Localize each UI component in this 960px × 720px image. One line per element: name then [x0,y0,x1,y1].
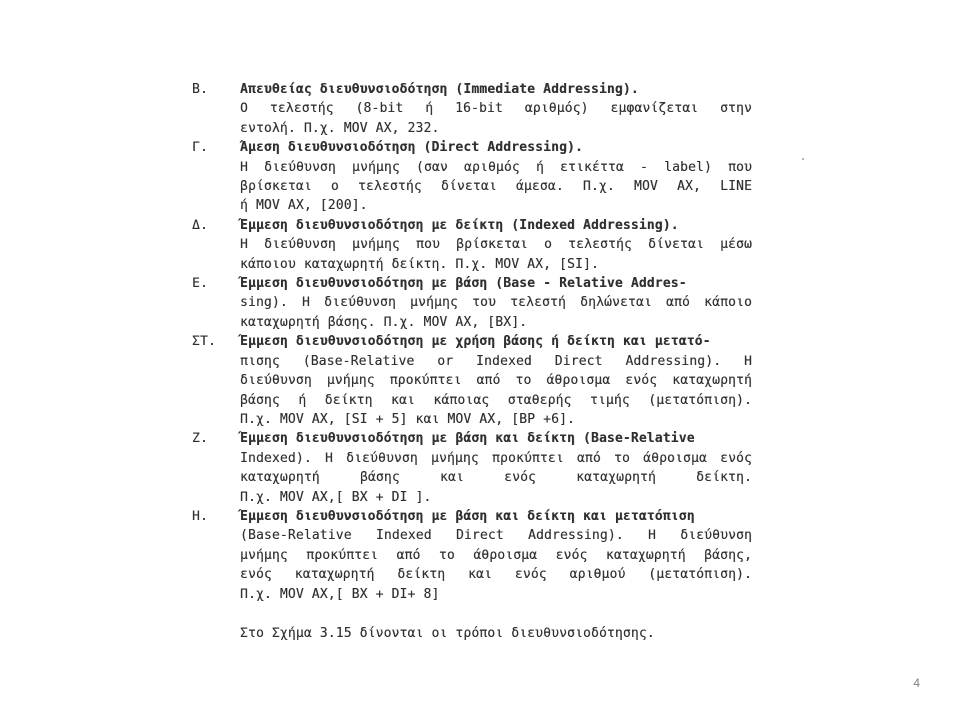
item-text-line: ή MOV AX, [200]. [240,198,368,214]
addressing-mode-item [192,332,752,429]
scan-speck [802,158,804,160]
item-body [240,80,752,138]
item-marker: Η. [192,508,208,524]
item-text-line: καταχωρητή βάσης και ενός καταχωρητή δείκτη. [240,470,752,486]
item-text-line: Η διεύθυνση μνήμης που βρίσκεται ο τελεστής δίνεται μέσω [240,237,752,253]
item-text-line: Π.χ. MOV AX,[ BX + DI+ 8] [240,586,440,602]
item-body [240,274,752,332]
item-marker: ΣΤ. [192,334,216,350]
item-body [240,429,752,507]
item-text-line: πισης (Base-Relative or Indexed Direct Addressing). Η [240,353,752,369]
item-heading: Έμμεση διευθυνσιοδότηση με χρήση βάσης ή δείκτη και μετατό- [240,334,711,350]
addressing-mode-item [192,429,752,507]
item-heading: Άμεση διευθυνσιοδότηση (Direct Addressing). [240,140,583,156]
scanned-page [192,80,752,660]
item-marker: Ζ. [192,431,208,447]
item-text-line: (Base-Relative Indexed Direct Addressing). Η διεύθυνση [240,528,752,544]
item-text-line: Π.χ. MOV AX, [SI + 5] και MOV AX, [BP +6]. [240,411,576,427]
item-text-line: καταχωρητή βάσης. Π.χ. MOV AX, [BX]. [240,314,528,330]
item-text-line: Π.χ. MOV AX,[ BX + DI ]. [240,489,432,505]
item-marker: B. [192,82,208,97]
item-text-line: διεύθυνση μνήμης προκύπτει από το άθροισμα ενός καταχωρητή [240,373,752,389]
item-body [240,138,752,216]
addressing-mode-item [192,274,752,332]
addressing-mode-item [192,216,752,274]
item-text-line: sing). Η διεύθυνση μνήμης του τελεστή δηλώνεται από κάποιο [240,295,752,311]
item-text-line: Ο τελεστής (8-bit ή 16-bit αριθμός) εμφανίζεται στην [240,101,752,117]
addressing-modes-list [192,80,752,604]
item-body [240,216,752,274]
item-text-line: κάποιου καταχωρητή δείκτη. Π.χ. MOV AX, [SI]. [240,256,599,272]
item-heading: Απευθείας διευθυνσιοδότηση (Immediate Addressing). [240,82,639,97]
item-heading: Έμμεση διευθυνσιοδότηση με βάση και δείκτη (Base-Relative [240,431,695,447]
item-marker: Ε. [192,276,208,292]
item-text-line: εντολή. Π.χ. MOV AX, 232. [240,120,440,136]
item-text-line: μνήμης προκύπτει από το άθροισμα ενός καταχωρητή βάσης, [240,547,752,563]
item-text-line: ενός καταχωρητή δείκτη και ενός αριθμού (μετατόπιση). [240,567,752,583]
item-marker: Δ. [192,217,208,233]
item-text-line: βάσης ή δείκτη και κάποιας σταθερής τιμής (μετατόπιση). [240,392,752,408]
item-text-line: Η διεύθυνση μνήμης (σαν αριθμός ή ετικέττα - label) που [240,159,752,175]
item-heading: Έμμεση διευθυνσιοδότηση με βάση και δείκτη και μετατόπιση [240,508,695,524]
page-number: 4 [913,676,920,690]
item-body [240,507,752,604]
addressing-mode-item [192,80,752,138]
item-text-line: βρίσκεται ο τελεστής δίνεται άμεσα. Π.χ. MOV AX, LINE [240,179,752,195]
addressing-mode-item [192,138,752,216]
item-heading: Έμμεση διευθυνσιοδότηση με βάση (Base - Relative Addres- [240,276,687,292]
item-body [240,332,752,429]
item-heading: Έμμεση διευθυνσιοδότηση με δείκτη (Indexed Addressing). [240,217,679,233]
addressing-mode-item [192,507,752,604]
closing-sentence: Στο Σχήμα 3.15 δίνονται οι τρόποι διευθυνσιοδότησης. [240,625,655,641]
item-marker: Γ. [192,140,208,156]
item-text-line: Indexed). Η διεύθυνση μνήμης προκύπτει από το άθροισμα ενός [240,450,752,466]
